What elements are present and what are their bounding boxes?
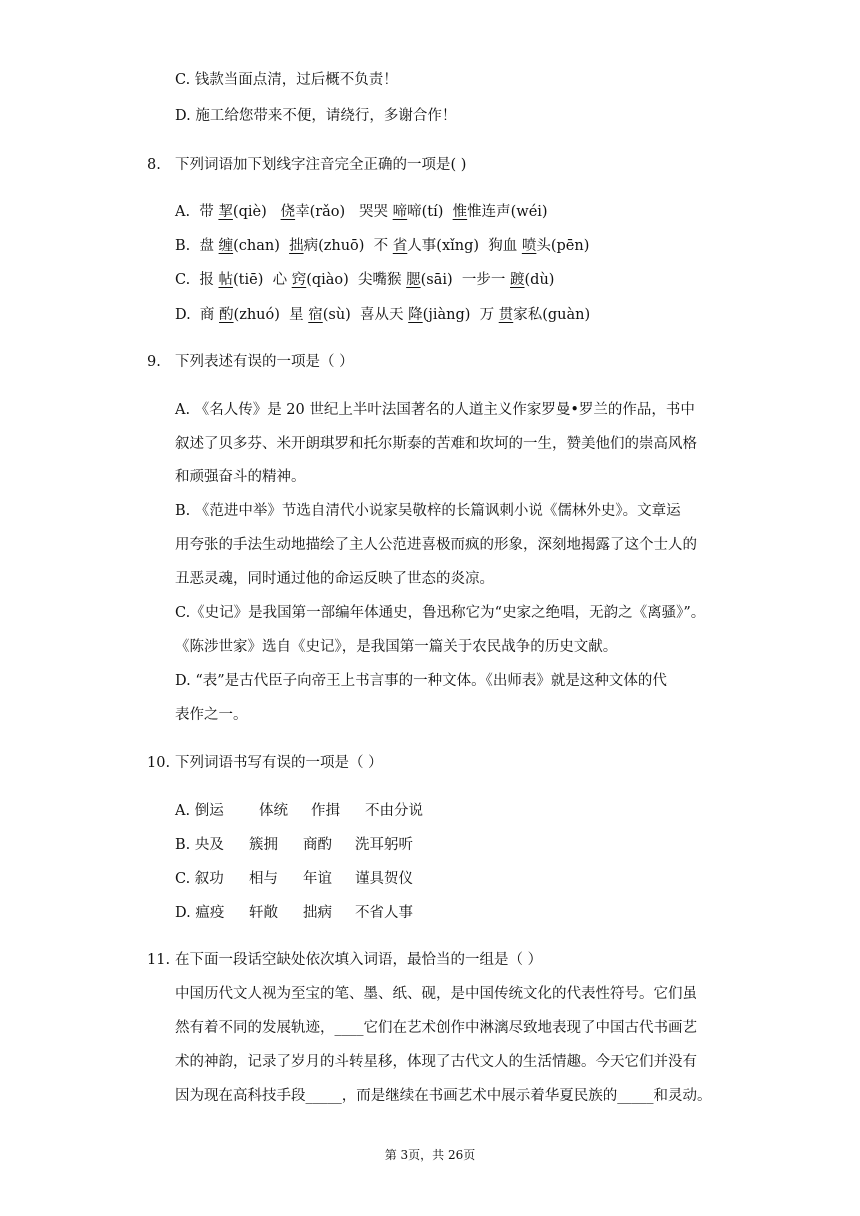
- q9-option-b-line1: B. 《范进中举》节选自清代小说家吴敬梓的长篇讽刺小说《儒林外史》。文章运: [175, 503, 681, 519]
- q11-stem: 在下面一段话空缺处依次填入词语，最恰当的一组是（ ）: [175, 952, 543, 968]
- q10-b-word3: 商酌: [303, 837, 332, 853]
- q9-number: 9.: [147, 354, 161, 370]
- q10-a-word2: 体统: [259, 803, 288, 819]
- option-text: 家私(guàn): [513, 307, 591, 323]
- underlined-char: 拙: [289, 238, 304, 254]
- q10-c-word3: 年谊: [303, 871, 332, 887]
- q10-c-word1: C. 叙功: [175, 871, 224, 887]
- underlined-char: 贯: [498, 307, 514, 323]
- underlined-char: 降: [408, 307, 423, 323]
- q7-option-c: C. 钱款当面点清，过后概不负责！: [175, 72, 398, 88]
- option-text: 病(zhuō) 不: [303, 238, 393, 254]
- option-text: A. 带: [175, 204, 219, 220]
- q10-c-word4: 谨具贺仪: [355, 871, 413, 887]
- option-text: (dù): [524, 272, 555, 288]
- q9-stem: 下列表述有误的一项是（ ）: [175, 354, 354, 370]
- q9-option-c-line1: C.《史记》是我国第一部编年体通史，鲁迅称它为“史家之绝唱，无韵之《离骚》”。: [175, 605, 706, 621]
- q9-option-a-line1: A. 《名人传》是 20 世纪上半叶法国著名的人道主义作家罗曼•罗兰的作品，书中: [175, 402, 695, 418]
- q10-a-word3: 作揖: [311, 803, 340, 819]
- underlined-char: 挈: [218, 204, 233, 220]
- q10-c-word2: 相与: [249, 871, 278, 887]
- underlined-char: 腮: [406, 272, 421, 288]
- q10-d-word2: 轩敞: [249, 905, 278, 921]
- q9-option-b-line3: 丑恶灵魂，同时通过他的命运反映了世态的炎凉。: [175, 571, 494, 587]
- underlined-char: 喷: [521, 238, 537, 254]
- option-text: C. 报: [175, 272, 219, 288]
- option-text: 头(pēn): [536, 238, 590, 254]
- option-text: (chan): [233, 238, 290, 254]
- underlined-char: 侥: [280, 204, 296, 220]
- underlined-char: 帖: [218, 272, 234, 288]
- q11-passage-line2: 然有着不同的发展轨迹，____它们在艺术创作中淋漓尽致地表现了中国古代书画艺: [175, 1020, 697, 1036]
- underlined-char: 踱: [510, 272, 525, 288]
- q8-option-b: [175, 236, 589, 256]
- option-text: 人事(xǐng) 狗血: [407, 238, 522, 254]
- option-text: (sāi) 一步一: [420, 272, 511, 288]
- page-footer: 第 3页，共 26页: [384, 1148, 476, 1162]
- q10-a-word4: 不由分说: [365, 803, 423, 819]
- q11-number: 11.: [147, 952, 171, 968]
- q11-passage-line1: 中国历代文人视为至宝的笔、墨、纸、砚，是中国传统文化的代表性符号。它们虽: [175, 986, 697, 1002]
- option-text: (tiē) 心: [233, 272, 292, 288]
- option-text: (qiè): [232, 204, 281, 220]
- q9-option-a-line2: 叙述了贝多芬、米开朗琪罗和托尔斯泰的苦难和坎坷的一生，赞美他们的崇高风格: [175, 436, 697, 452]
- underlined-char: 省: [392, 238, 408, 254]
- option-text: (sù) 喜从天: [322, 307, 409, 323]
- q10-b-word4: 洗耳躬听: [355, 837, 413, 853]
- underlined-char: 酌: [219, 307, 234, 323]
- q8-number: 8.: [147, 157, 161, 173]
- option-text: 惟连声(wéi): [467, 204, 548, 220]
- option-text: (qiào) 尖嘴猴: [306, 272, 407, 288]
- q9-option-d-line2: 表作之一。: [175, 707, 248, 723]
- underlined-char: 啼: [392, 204, 408, 220]
- underlined-char: 缠: [218, 238, 234, 254]
- q10-number: 10.: [147, 755, 171, 771]
- q7-option-d: D. 施工给您带来不便，请绕行，多谢合作！: [175, 108, 457, 124]
- q8-option-a: [175, 202, 548, 222]
- q10-d-word4: 不省人事: [355, 905, 413, 921]
- option-text: 幸(rǎo) 哭哭: [295, 204, 393, 220]
- q9-option-c-line2: 《陈涉世家》选自《史记》，是我国第一篇关于农民战争的历史文献。: [175, 639, 618, 655]
- q10-a-word1: A. 倒运: [175, 803, 224, 819]
- q8-option-d: [175, 305, 590, 325]
- q9-option-a-line3: 和顽强奋斗的精神。: [175, 469, 306, 485]
- option-text: (jiàng) 万: [422, 307, 499, 323]
- q11-passage-line3: 术的神韵，记录了岁月的斗转星移，体现了古代文人的生活情趣。今天它们并没有: [175, 1054, 697, 1070]
- q9-option-b-line2: 用夸张的手法生动地描绘了主人公范进喜极而疯的形象，深刻地揭露了这个士人的: [175, 537, 697, 553]
- option-text: 啼(tí): [407, 204, 453, 220]
- q8-stem: 下列词语加下划线字注音完全正确的一项是( ): [175, 157, 467, 173]
- q10-b-word1: B. 央及: [175, 837, 224, 853]
- q8-option-c: [175, 270, 554, 290]
- underlined-char: 惟: [452, 204, 468, 220]
- option-text: (zhuó) 星: [233, 307, 309, 323]
- underlined-char: 窍: [291, 272, 307, 288]
- option-text: B. 盘: [175, 238, 219, 254]
- q10-stem: 下列词语书写有误的一项是（ ）: [175, 755, 383, 771]
- q10-b-word2: 簇拥: [249, 837, 278, 853]
- option-text: D. 商: [175, 307, 220, 323]
- q11-passage-line4: 因为现在高科技手段_____，而是继续在书画艺术中展示着华夏民族的_____和灵动。: [175, 1088, 712, 1104]
- q10-d-word3: 拙病: [303, 905, 332, 921]
- q9-option-d-line1: D. “表”是古代臣子向帝王上书言事的一种文体。《出师表》就是这种文体的代: [175, 673, 667, 689]
- q10-d-word1: D. 瘟疫: [175, 905, 225, 921]
- underlined-char: 宿: [308, 307, 323, 323]
